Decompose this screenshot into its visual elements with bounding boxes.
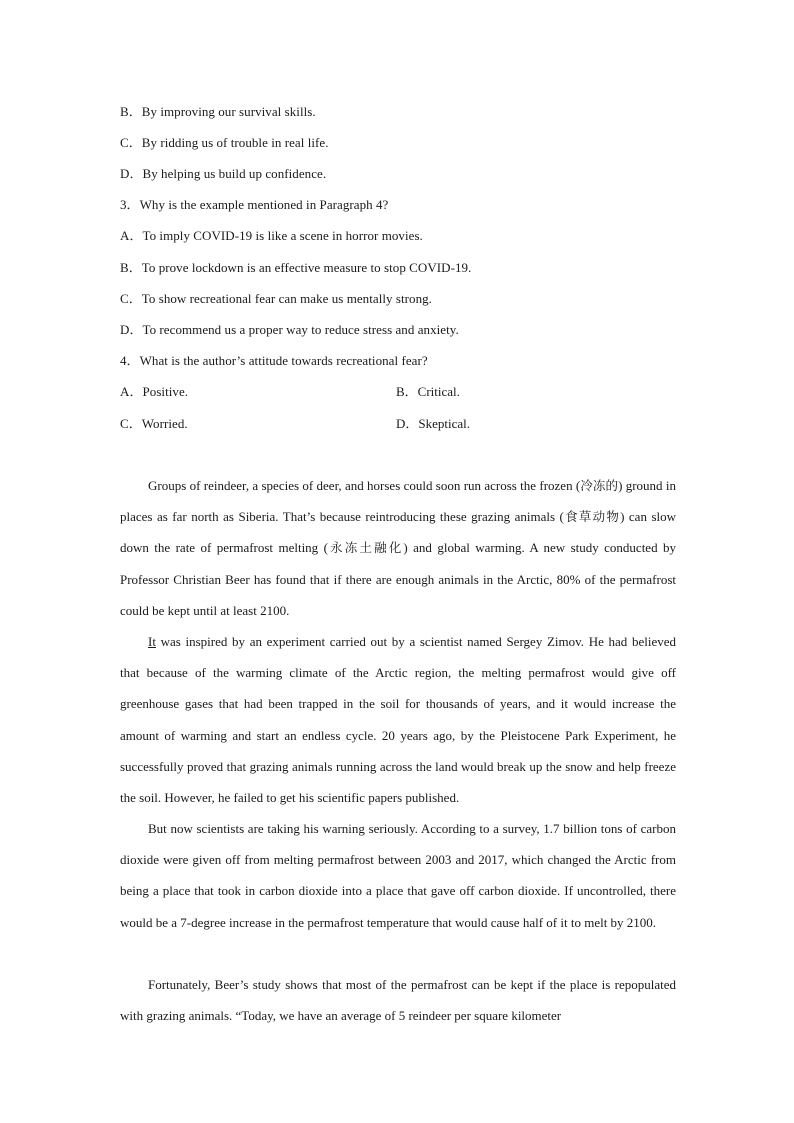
q2-option-c: C．By ridding us of trouble in real life. (120, 135, 329, 150)
passage-paragraph-2: It was inspired by an experiment carried out by a scientist named Sergey Zimov. He had believed that because of the warming climate of the Arctic region, the melting permafrost would give off greenhouse gases that had been trapped in the soil for thousands of years, and it would increase the amount of warming and start an endless cycle. 20 years ago, by the Pleistocene Park Experiment, he successfully proved that grazing animals running across the land would break up the snow and help freeze the soil. However, he failed to get his scientific papers published. (120, 634, 676, 806)
passage-paragraph-1: Groups of reindeer, a species of deer, and horses could soon run across the frozen (冷冻的) ground in places as far north as Siberia. That’s because reintroducing these grazing animals (食草动物) can slow down the rate of permafrost melting (永冻土融化) and global warming. A new study conducted by Professor Christian Beer has found that if there are enough animals in the Arctic, 80% of the permafrost could be kept until at least 2100. (120, 478, 677, 618)
passage-paragraph-4: Fortunately, Beer’s study shows that most of the permafrost can be kept if the place is repopulated with grazing animals. “Today, we have an average of 5 reindeer per square kilometer (120, 977, 676, 1024)
q3-option-a: A．To imply COVID-19 is like a scene in horror movies. (120, 228, 423, 243)
q3-option-d: D．To recommend us a proper way to reduce stress and anxiety. (120, 322, 459, 337)
q3-option-c: C．To show recreational fear can make us mentally strong. (120, 291, 432, 306)
q4-option-b: B．Critical. (396, 384, 460, 399)
q2-option-d: D．By helping us build up confidence. (120, 166, 327, 181)
q3-option-b: B．To prove lockdown is an effective measure to stop COVID-19. (120, 260, 472, 275)
q2-option-b: B．By improving our survival skills. (120, 104, 316, 119)
q4-option-a: A．Positive. (120, 384, 189, 399)
q4-option-d: D．Skeptical. (396, 416, 471, 431)
q4-option-c: C．Worried. (120, 416, 188, 431)
q3-question: 3．Why is the example mentioned in Paragraph 4? (120, 197, 389, 212)
passage-paragraph-3: But now scientists are taking his warning seriously. According to a survey, 1.7 billion tons of carbon dioxide were given off from melting permafrost between 2003 and 2017, which changed the Arctic from being a place that took in carbon dioxide into a place that gave off carbon dioxide. If uncontrolled, there would be a 7-degree increase in the permafrost temperature that would cause half of it to melt by 2100. (120, 821, 676, 930)
q4-question: 4．What is the author’s attitude towards recreational fear? (120, 353, 428, 368)
underlined-word: It (148, 634, 156, 649)
